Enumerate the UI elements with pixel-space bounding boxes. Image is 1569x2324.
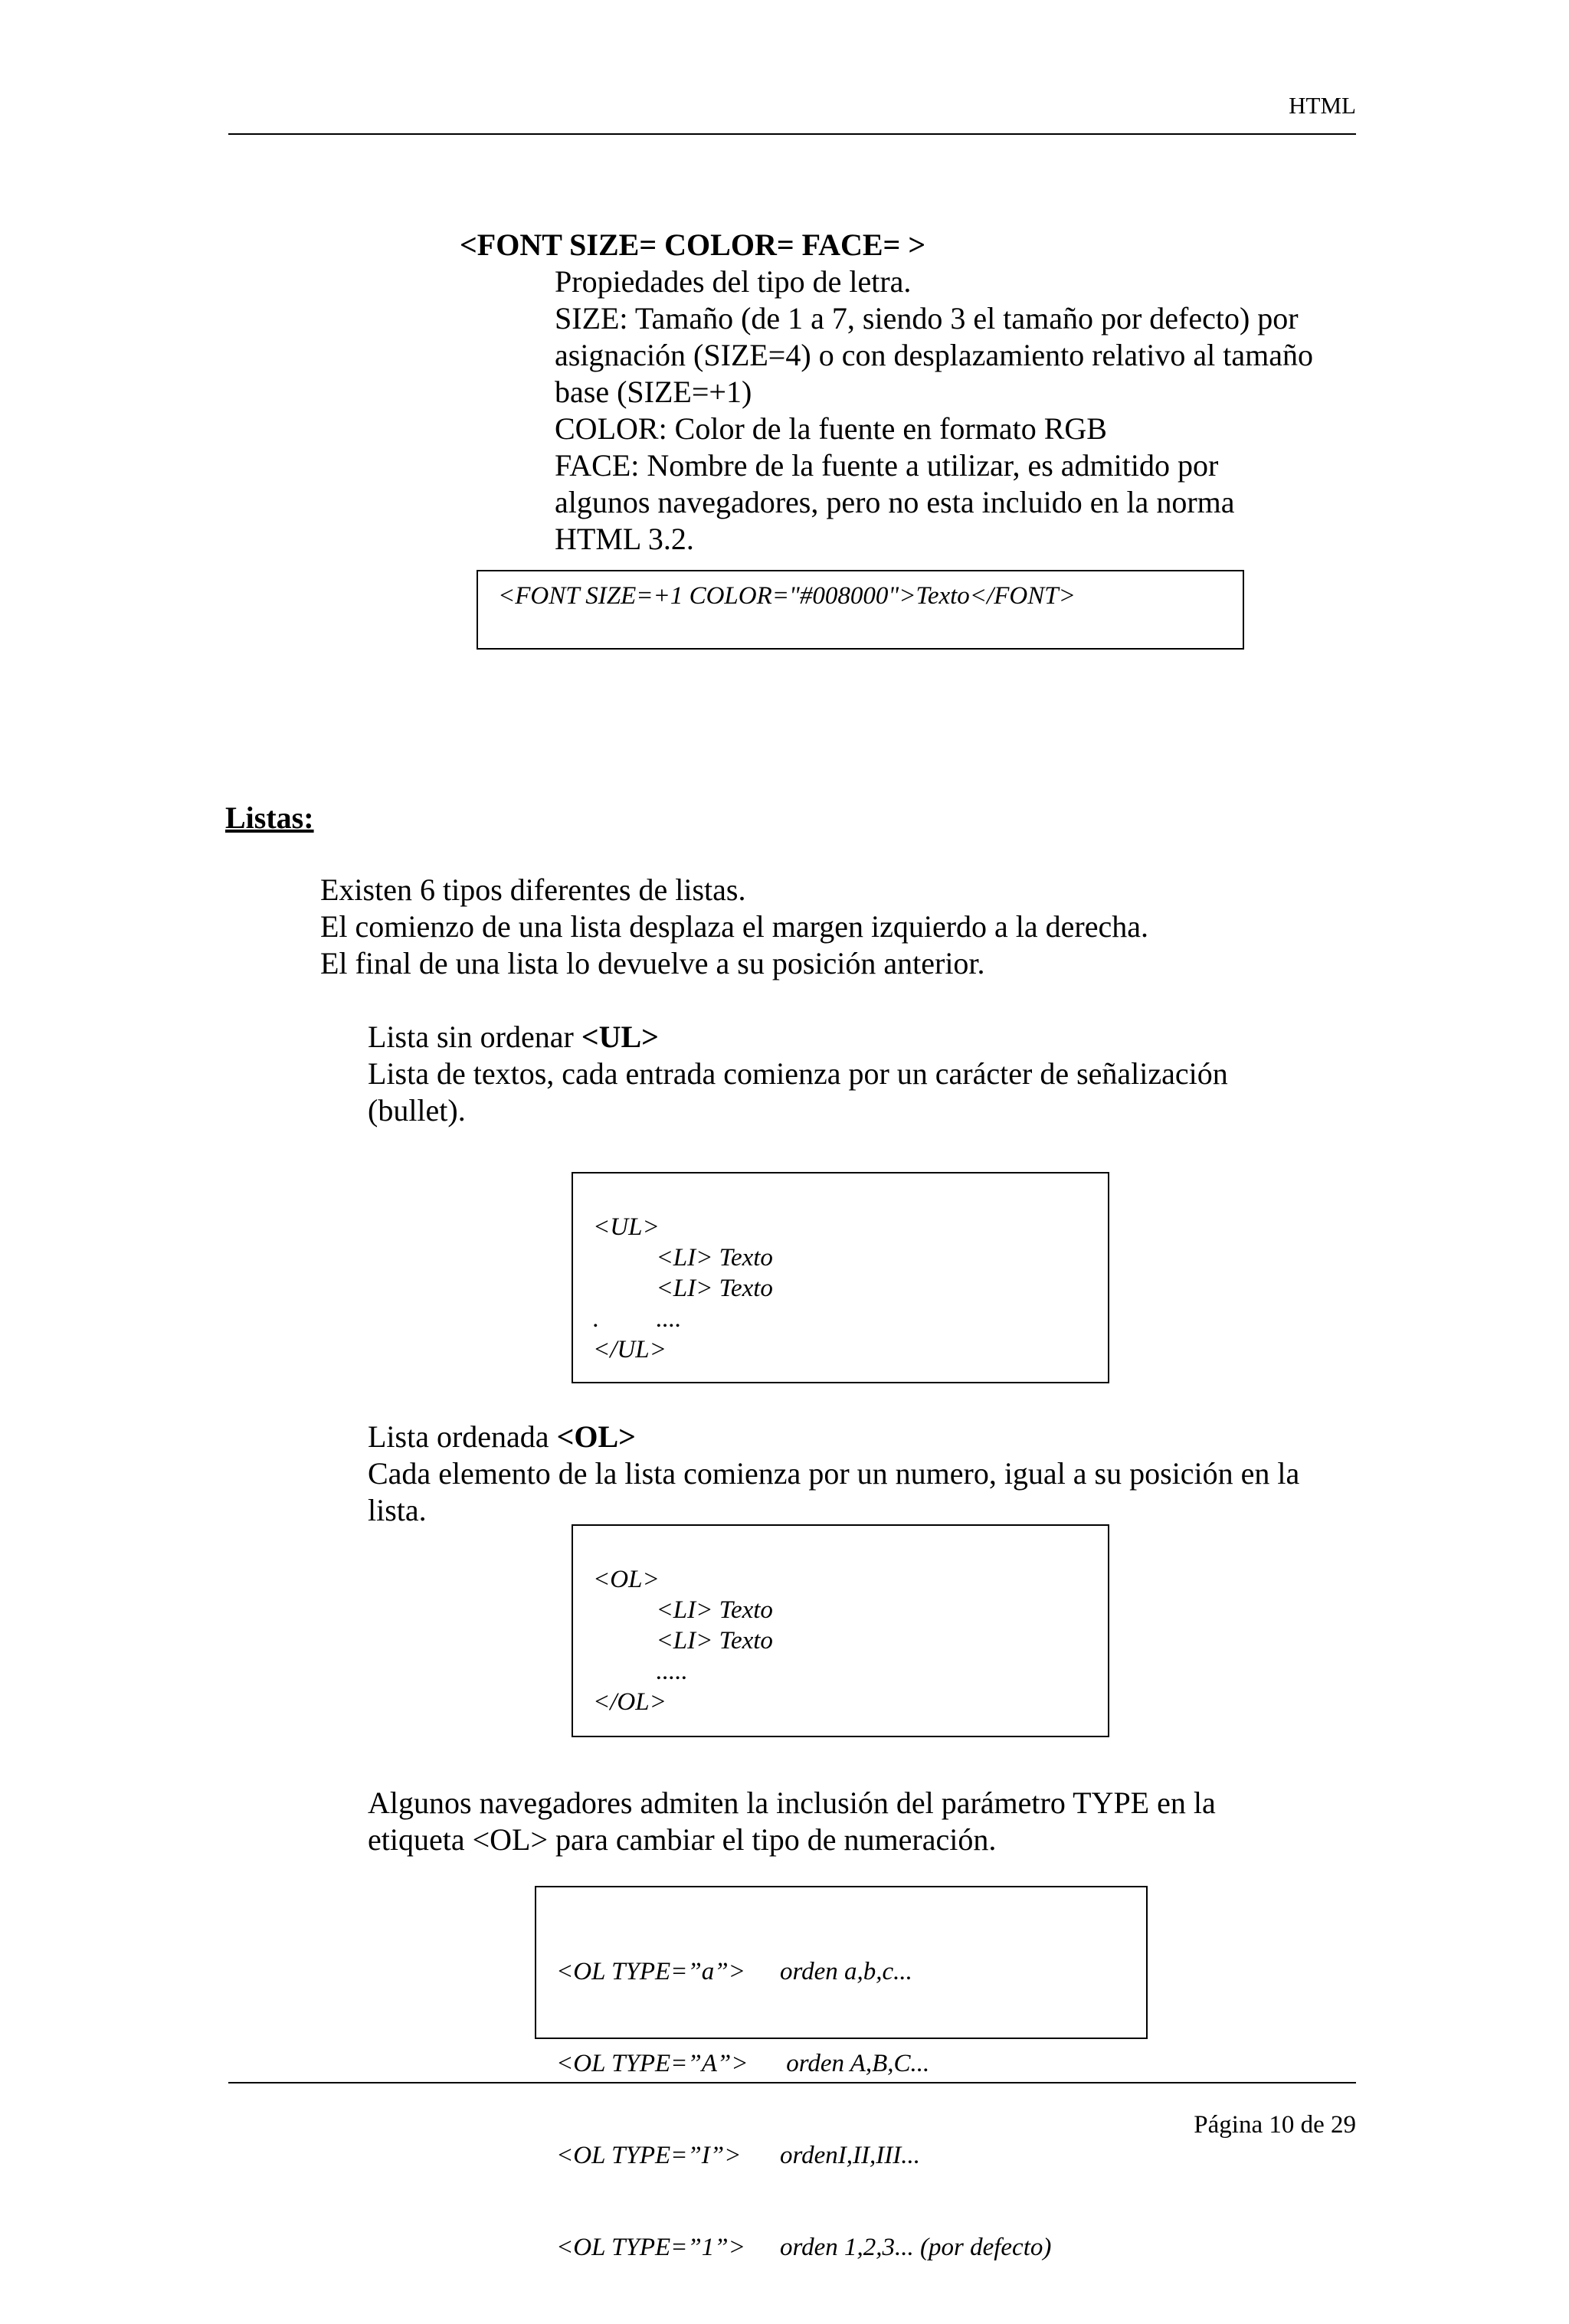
- header-rule: [228, 133, 1356, 135]
- type-note: [368, 1785, 1216, 1858]
- font-desc-line: HTML 3.2.: [555, 522, 694, 556]
- intro-line: Existen 6 tipos diferentes de listas.: [320, 872, 746, 907]
- ul-desc-line: Lista de textos, cada entrada comienza por un carácter de señalización: [368, 1056, 1228, 1091]
- page-number: Página 10 de 29: [1194, 2111, 1356, 2139]
- footer-rule: [228, 2082, 1356, 2083]
- ul-title-tag: <UL>: [581, 1020, 659, 1054]
- type-example-tag: <OL TYPE=”I”>: [556, 2142, 742, 2169]
- type-example-row: [556, 2140, 1051, 2171]
- type-example-desc: orden a,b,c...: [780, 1958, 912, 1985]
- ul-section: [368, 1019, 1228, 1129]
- font-desc-line: Propiedades del tipo de letra.: [555, 264, 912, 299]
- type-example-tag: <OL TYPE=”1”>: [556, 2234, 745, 2261]
- intro-line: El final de una lista lo devuelve a su posición anterior.: [320, 946, 985, 980]
- lists-intro: [320, 872, 1148, 982]
- font-example-box: [477, 570, 1244, 650]
- ol-title-tag: <OL>: [556, 1419, 636, 1454]
- code-line: <OL>: [593, 1566, 660, 1593]
- type-example-row: [556, 2232, 1051, 2263]
- ol-title-text: Lista ordenada: [368, 1419, 557, 1454]
- ul-example-box: [572, 1172, 1109, 1383]
- ul-title-text: Lista sin ordenar: [368, 1020, 581, 1054]
- ul-example-code: [593, 1181, 773, 1426]
- type-note-line: Algunos navegadores admiten la inclusión del parámetro TYPE en la: [368, 1786, 1216, 1820]
- ul-desc-line: (bullet).: [368, 1093, 466, 1128]
- type-example-desc: ordenI,II,III...: [780, 2142, 920, 2169]
- code-line: <LI> Texto: [593, 1627, 773, 1655]
- code-line: .....: [593, 1658, 688, 1685]
- font-desc-line: SIZE: Tamaño (de 1 a 7, siendo 3 el tamaño por defecto) por: [555, 301, 1299, 336]
- code-line: <LI> Texto: [593, 1275, 773, 1302]
- font-desc-line: base (SIZE=+1): [555, 375, 752, 409]
- font-example-code: <FONT SIZE=+1 COLOR="#008000">Texto</FONT>: [498, 582, 1076, 610]
- intro-line: El comienzo de una lista desplaza el margen izquierdo a la derecha.: [320, 909, 1148, 944]
- type-example-row: [556, 1956, 1051, 1987]
- ol-example-code: [593, 1534, 773, 1779]
- type-example-row: [556, 2048, 1051, 2079]
- type-example-desc: orden A,B,C...: [780, 2050, 930, 2077]
- type-note-line: etiqueta <OL> para cambiar el tipo de numeración.: [368, 1822, 997, 1857]
- font-tag-heading: <FONT SIZE= COLOR= FACE= >: [460, 227, 926, 262]
- type-example-code: [556, 1895, 1051, 2324]
- font-desc-line: COLOR: Color de la fuente en formato RGB: [555, 411, 1107, 446]
- font-desc-line: algunos navegadores, pero no esta incluido en la norma: [555, 485, 1235, 519]
- code-line: <UL>: [593, 1213, 660, 1241]
- type-example-box: [535, 1886, 1148, 2261]
- ul-title: [368, 1019, 1228, 1056]
- font-desc-line: FACE: Nombre de la fuente a utilizar, es admitido por: [555, 448, 1219, 483]
- type-example-tag: <OL TYPE=”a”>: [556, 1958, 745, 1985]
- ol-desc-line: Cada elemento de la lista comienza por un numero, igual a su posición en la: [368, 1456, 1300, 1491]
- ol-title: [368, 1419, 1299, 1455]
- type-example-tag: <OL TYPE=”A”>: [556, 2050, 748, 2077]
- code-line: <LI> Texto: [593, 1244, 773, 1272]
- code-line: </OL>: [593, 1688, 667, 1716]
- code-line: . ....: [593, 1305, 682, 1333]
- ol-desc-line: lista.: [368, 1493, 427, 1527]
- section-title-listas: Listas:: [225, 800, 314, 835]
- code-line: </UL>: [593, 1336, 667, 1363]
- header-title: HTML: [1289, 92, 1356, 119]
- font-description: [555, 263, 1367, 558]
- code-line: <LI> Texto: [593, 1596, 773, 1624]
- font-desc-line: asignación (SIZE=4) o con desplazamiento relativo al tamaño: [555, 338, 1313, 372]
- type-example-desc: orden 1,2,3... (por defecto): [780, 2234, 1052, 2261]
- ol-section: [368, 1419, 1299, 1529]
- ol-example-box: [572, 1524, 1109, 1737]
